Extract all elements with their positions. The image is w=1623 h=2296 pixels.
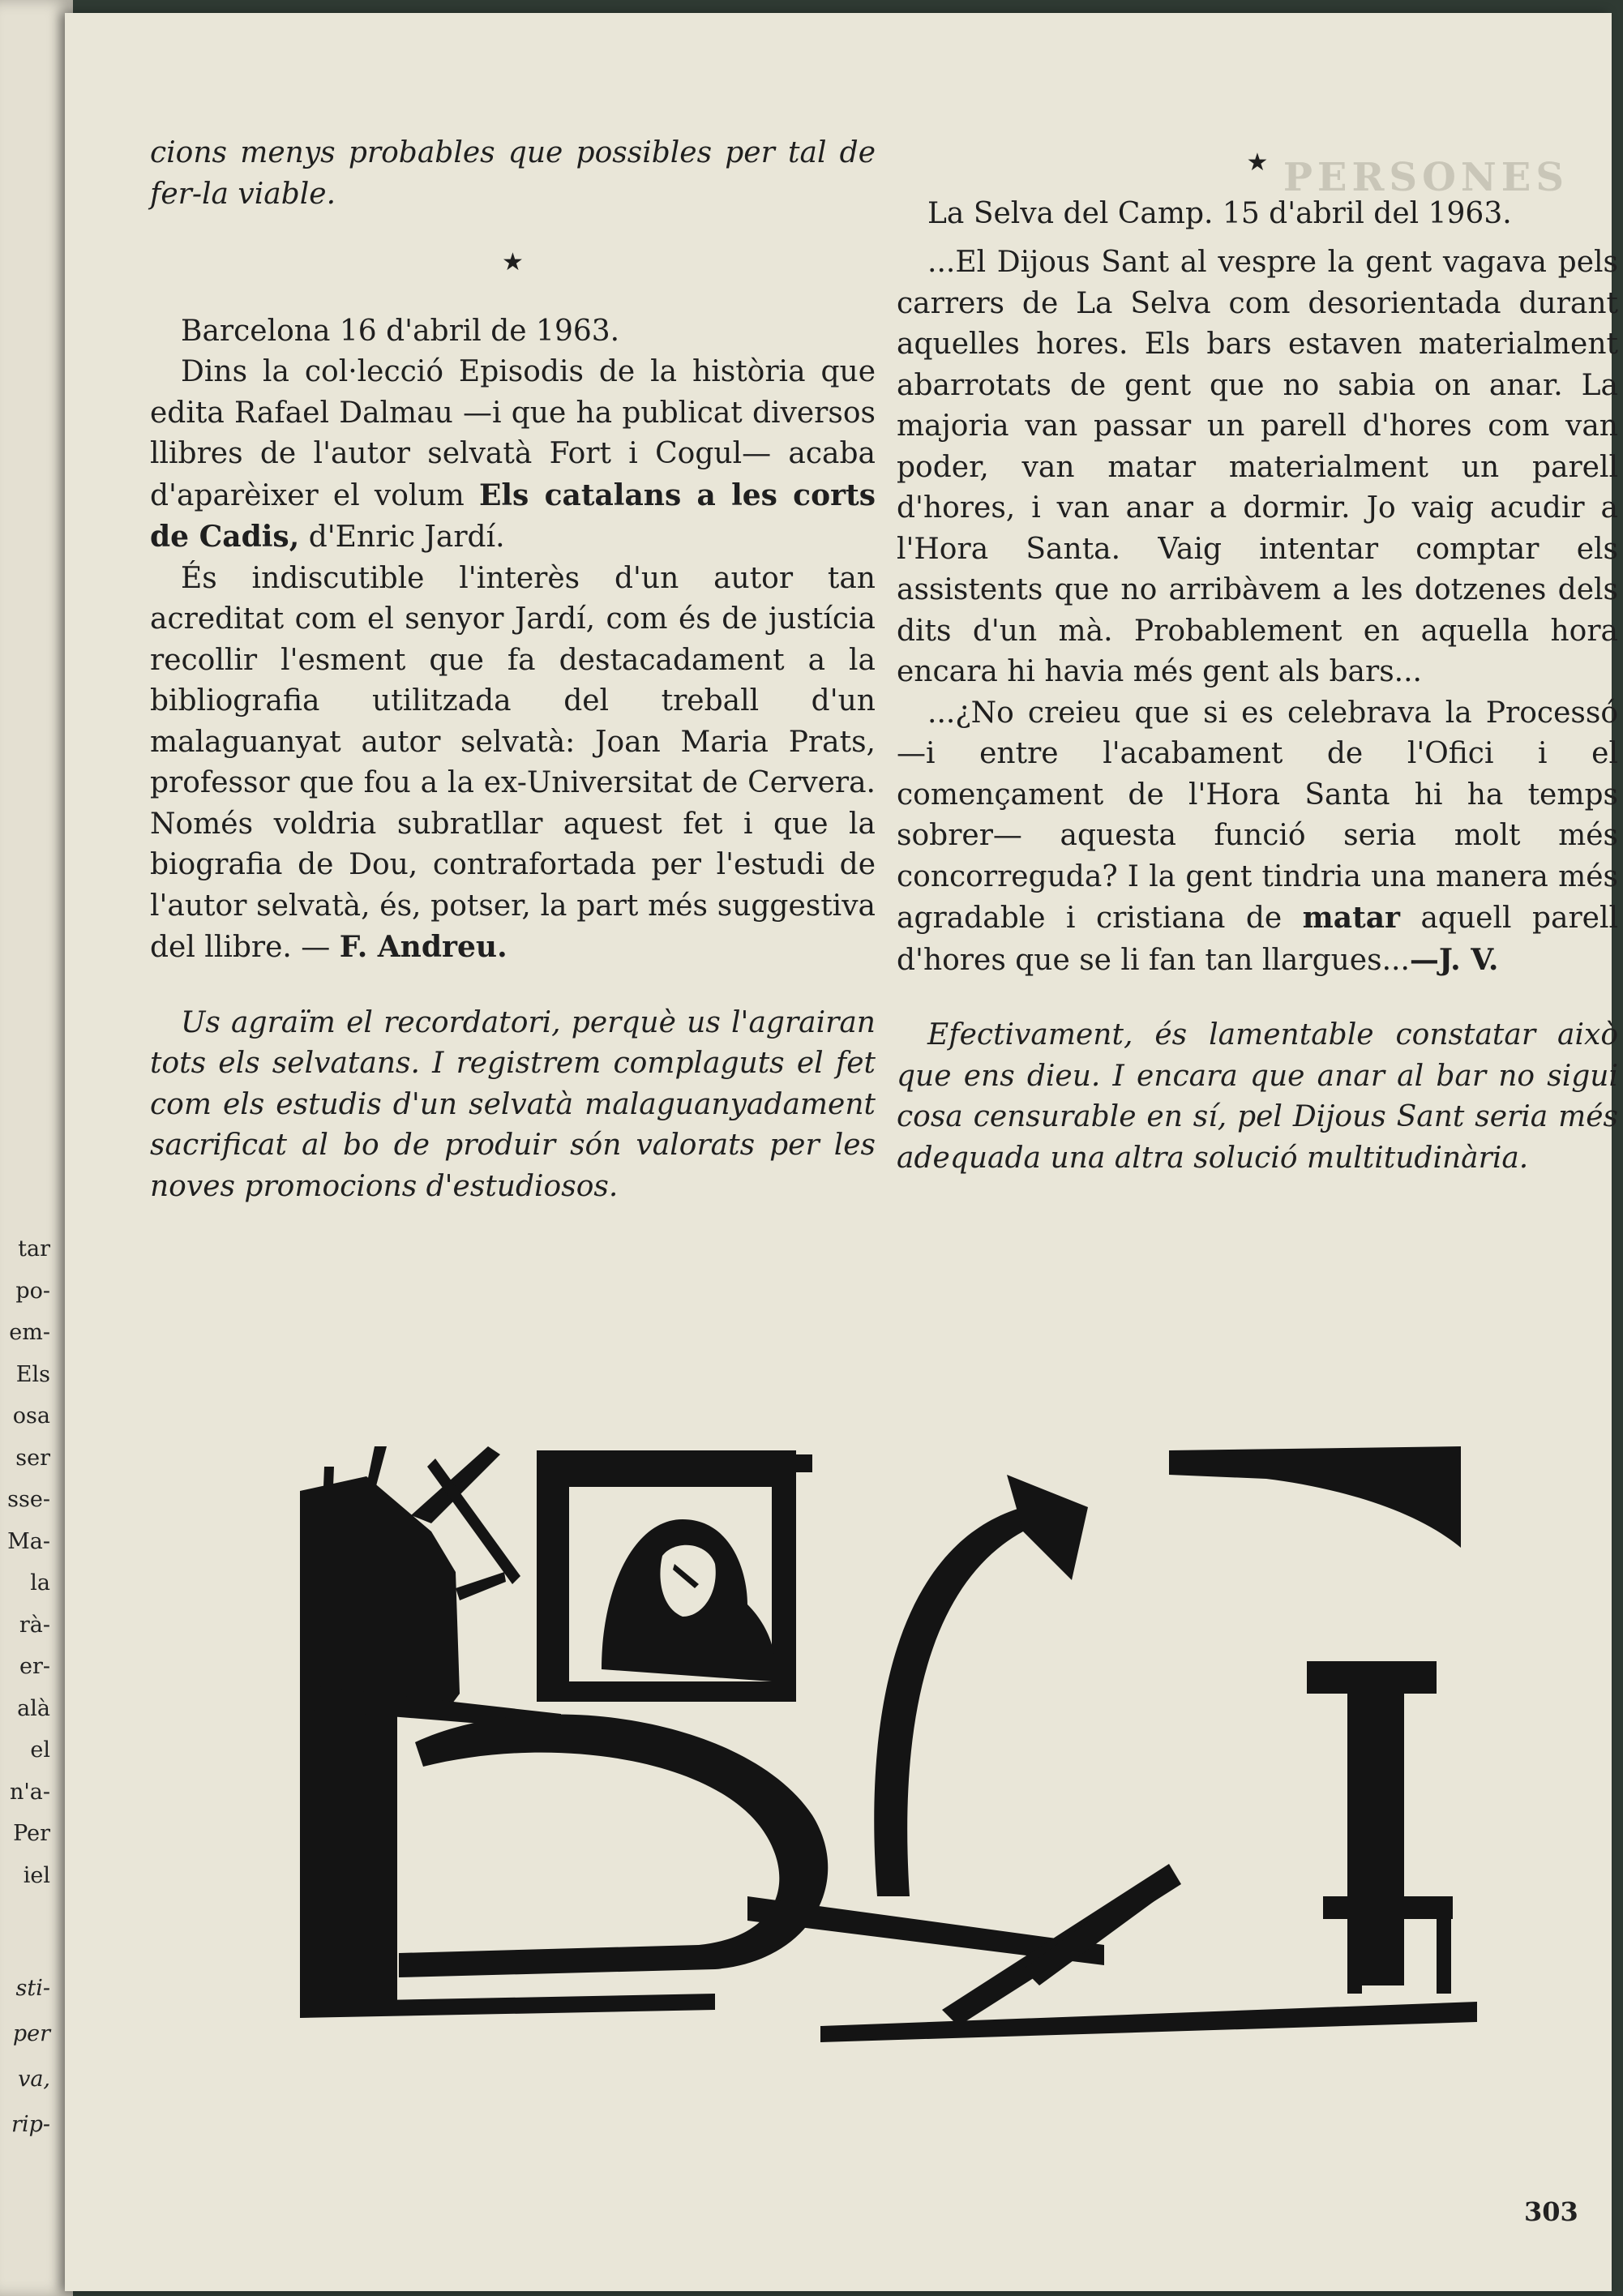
right-signature: —J. V. bbox=[1409, 942, 1499, 977]
woodcut-rake-bar bbox=[1323, 1896, 1453, 1919]
margin-fragment: ser bbox=[15, 1445, 50, 1471]
woodcut-sword-guard bbox=[342, 1645, 357, 1758]
right-editorial-reply: Efectivament, és lamentable constatar això que ens dieu. I encara que anar al bar no sigui cosa censurable en sí, pel Dijous Sant seria més adequada una altra solució multitudinària. bbox=[897, 1018, 1618, 1175]
previous-page-margin-italic bbox=[0, 1966, 50, 2148]
right-section-star: ★ bbox=[1246, 148, 1269, 177]
woodcut-window-bar bbox=[715, 1454, 812, 1472]
previous-page-edge bbox=[0, 0, 73, 2296]
margin-fragment-italic: rip- bbox=[11, 2112, 50, 2137]
margin-fragment: er- bbox=[19, 1654, 50, 1679]
left-editorial-reply: Us agraïm el recordatori, perquè us l'agrairan tots els selvatans. I registrem complaguts el fet com els estudis d'un selvatà malaguanyadament sacrificat al bo de produir són valorats per les noves promocions d'estudiosos. bbox=[150, 1005, 876, 1203]
margin-fragment-italic: sti- bbox=[15, 1976, 50, 2001]
left-dateline: Barcelona 16 d'abril de 1963. bbox=[181, 314, 620, 348]
emphasis-matar: matar bbox=[1302, 901, 1401, 935]
margin-fragment: la bbox=[30, 1570, 50, 1596]
margin-fragment: Ma- bbox=[7, 1528, 50, 1554]
book-title: Els catalans a les corts de Cadis, bbox=[150, 478, 876, 554]
right-letter-paragraph-2 bbox=[897, 693, 1618, 982]
right-letter-p2-text: ...¿No creieu que si es celebrava la Processó —i entre l'acabament de l'Ofici i el començament de l'Hora Santa hi ha temps sobrer— aquesta funció seria molt més concorreguda? I la gent tindria una manera més agradable i cristiana de bbox=[897, 696, 1618, 935]
right-letter-paragraph-1: ...El Dijous Sant al vespre la gent vagava pels carrers de La Selva com desorientada durant aquelles hores. Els bars estaven materialment abarrotats de gent que no sabia on anar. La majoria van passar un parell d'hores com van poder, van matar materialment un parell d'hores, i van anar a dormir. Jo vaig acudir a l'Hora Santa. Vaig intentar comptar els assistents que no arribàvem a les dotzenes dels dits d'un mà. Probablement en aquella hora encara hi havia més gent als bars... bbox=[897, 246, 1618, 688]
margin-fragment-italic: per bbox=[12, 2021, 50, 2046]
margin-fragment: po- bbox=[15, 1278, 50, 1304]
margin-fragment: em- bbox=[9, 1320, 50, 1345]
margin-fragment: alà bbox=[17, 1695, 50, 1721]
right-column bbox=[897, 143, 1618, 1179]
woodcut-stroke bbox=[323, 1467, 334, 1507]
margin-fragment: sse- bbox=[7, 1487, 50, 1512]
margin-fragment: n'a- bbox=[9, 1779, 50, 1805]
left-letter-p2-text: És indiscutible l'interès d'un autor tan acreditat com el senyor Jardí, com és de justícia recollir l'esment que fa destacadament a la bibliografia utilitzada del treball d'un malaguanyat autor selvatà: Joan Maria Prats, professor que fou a la ex-Universitat de Cervera. Només voldria subratllar aquest fet i que la biografia de Dou, contrafortada per l'estudi de l'autor selvatà, és, potser, la part més suggestiva del llibre. — bbox=[150, 561, 876, 964]
right-dateline: La Selva del Camp. 15 d'abril del 1963. bbox=[927, 196, 1512, 230]
margin-fragment: osa bbox=[12, 1403, 50, 1429]
left-signature: F. Andreu. bbox=[339, 930, 507, 964]
left-letter-paragraph-1 bbox=[150, 352, 876, 559]
left-section-star: ★ bbox=[502, 248, 524, 276]
woodcut-rake-tooth bbox=[1437, 1913, 1451, 1994]
margin-fragment: rà- bbox=[19, 1612, 50, 1638]
left-letter-text: Dins la col·lecció Episodis de la història que edita Rafael Dalmau —i que ha publicat diversos llibres de l'autor selvatà Fort i Cogul— acaba d'aparèixer el volum bbox=[150, 355, 876, 512]
page-number: 303 bbox=[1524, 2196, 1578, 2227]
left-letter-text-after: d'Enric Jardí. bbox=[299, 520, 505, 554]
woodcut-rake-tooth bbox=[1347, 1913, 1362, 1994]
woodcut-illustration bbox=[293, 1442, 1477, 2058]
woodcut-hammer-head bbox=[1307, 1661, 1437, 1694]
magazine-page bbox=[65, 13, 1618, 2291]
margin-fragment-italic: va, bbox=[18, 2067, 50, 2092]
left-letter-paragraph-2 bbox=[150, 559, 876, 969]
previous-page-margin-text bbox=[0, 1228, 50, 1896]
margin-fragment: Per bbox=[13, 1821, 50, 1846]
margin-fragment: iel bbox=[23, 1862, 50, 1888]
running-head: PERSONES bbox=[1283, 155, 1569, 200]
margin-fragment: el bbox=[30, 1737, 50, 1763]
left-opening-italic: cions menys probables que possibles per tal de fer-la viable. bbox=[150, 136, 876, 211]
right-letter-p2-after: aquell parell d'hores que se li fan tan llargues... bbox=[897, 902, 1618, 977]
margin-fragment: Els bbox=[15, 1361, 50, 1387]
margin-fragment: tar bbox=[18, 1236, 50, 1262]
left-column bbox=[150, 133, 876, 1207]
